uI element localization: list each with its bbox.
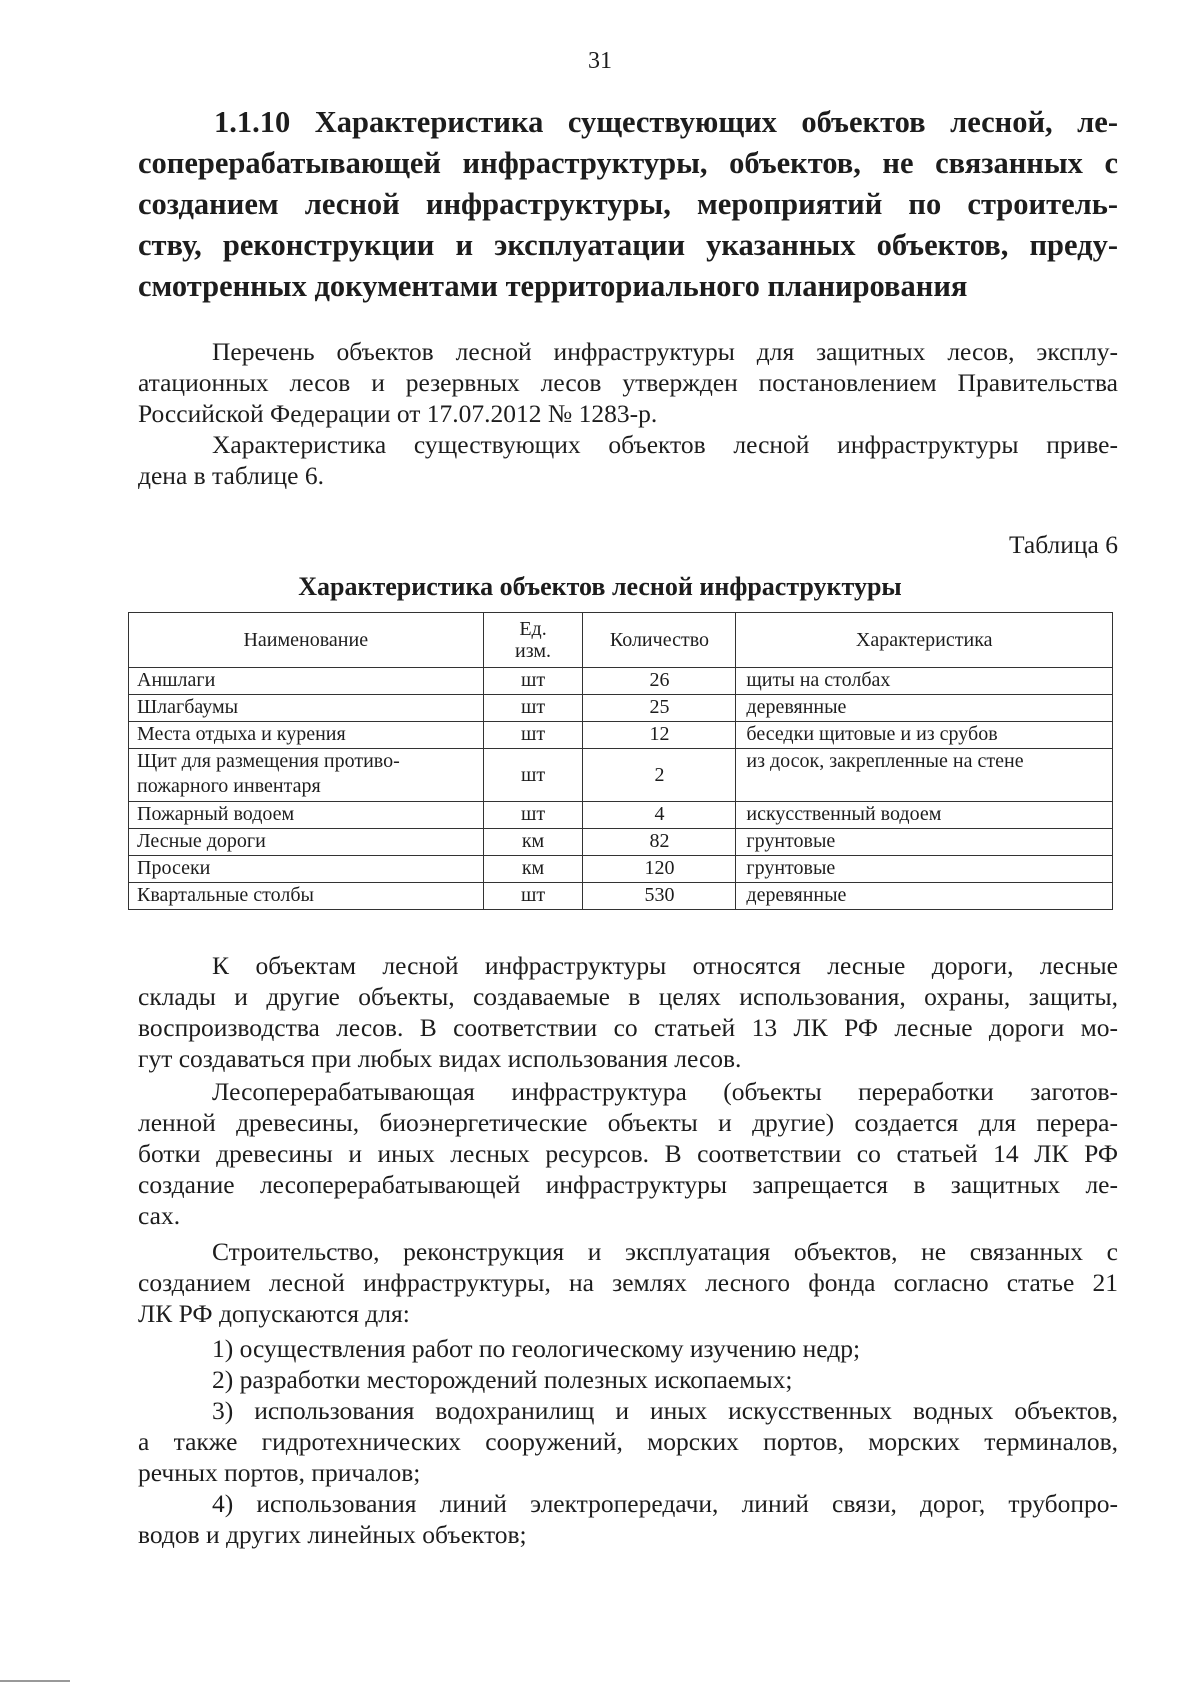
cell-name [129,749,484,802]
cell-name: Шлагбаумы [129,695,484,722]
list-item: 2) разработки месторождений полезных ископаемых; [212,1365,793,1394]
text-line: воспроизводства лесов. В соответствии со статьей 13 ЛК РФ лесные дороги мо- [138,1013,1118,1042]
intro-paragraph-2 [138,429,1118,491]
body-paragraph-2 [138,1076,1118,1231]
text-line: ленной древесины, биоэнергетические объекты и другие) создается для перера- [138,1108,1118,1137]
cell-quantity: 120 [583,856,736,883]
list-item: 3) использования водохранилищ и иных искусственных водных объектов, [212,1396,1118,1425]
table-row [129,668,1113,695]
intro-paragraph-1 [138,336,1118,429]
heading-line: смотренных документами территориального планирования [138,269,968,303]
table-title: Характеристика объектов лесной инфраструктуры [298,572,902,601]
text-line: дена в таблице 6. [138,461,324,490]
cell-quantity: 82 [583,829,736,856]
cell-description: щиты на столбах [736,668,1113,695]
infrastructure-table [128,612,1113,910]
text-line: ботки древесины и иных лесных ресурсов. В соответствии со статьей 14 ЛК РФ [138,1139,1118,1168]
cell-quantity: 25 [583,695,736,722]
table-header-row [129,613,1113,668]
cell-unit: км [483,856,583,883]
table-row [129,829,1113,856]
cell-quantity: 4 [583,802,736,829]
cell-description: деревянные [736,695,1113,722]
cell-name: Пожарный водоем [129,802,484,829]
list-item-continuation: водов и других линейных объектов; [138,1520,527,1549]
cell-unit: шт [483,749,583,802]
text-line: ЛК РФ допускаются для: [138,1299,410,1328]
text-line: гут создаваться при любых видах использования лесов. [138,1044,742,1073]
text-line: Российской Федерации от 17.07.2012 № 1283-р. [138,399,658,428]
table-row [129,802,1113,829]
header-unit [483,613,583,668]
cell-quantity: 26 [583,668,736,695]
text-line: Характеристика существующих объектов лесной инфраструктуры приве- [212,430,1118,459]
body-paragraph-1 [138,950,1118,1074]
cell-name-line1: Щит для размещения противо- [137,750,400,772]
text-line: склады и другие объекты, создаваемые в целях использования, охраны, защиты, [138,982,1118,1011]
cell-description: из досок, закрепленные на стене [736,749,1113,802]
text-line: атационных лесов и резервных лесов утвержден постановлением Правительства [138,368,1118,397]
cell-description: искусственный водоем [736,802,1113,829]
text-line: создание лесоперерабатывающей инфраструктуры запрещается в защитных ле- [138,1170,1118,1199]
cell-name: Лесные дороги [129,829,484,856]
cell-quantity: 530 [583,883,736,910]
table-row [129,695,1113,722]
table-row [129,722,1113,749]
cell-description: беседки щитовые и из срубов [736,722,1113,749]
table-row [129,856,1113,883]
cell-description: деревянные [736,883,1113,910]
page-number: 31 [588,48,612,74]
text-line: Перечень объектов лесной инфраструктуры для защитных лесов, эксплу- [212,337,1118,366]
heading-line: соперерабатывающей инфраструктуры, объектов, не связанных с [138,146,1118,180]
cell-unit: шт [483,883,583,910]
list-item: 4) использования линий электропередачи, линий связи, дорог, трубопро- [212,1489,1118,1518]
cell-unit: шт [483,802,583,829]
cell-description: грунтовые [736,856,1113,883]
header-unit-line2: изм. [515,640,552,662]
list-item: 1) осуществления работ по геологическому изучению недр; [212,1334,861,1363]
table-row [129,883,1113,910]
header-description: Характеристика [736,613,1113,668]
header-unit-line1: Ед. [519,618,547,640]
scan-margin-mark [0,1680,70,1682]
cell-unit: шт [483,668,583,695]
cell-name: Квартальные столбы [129,883,484,910]
heading-line: 1.1.10 Характеристика существующих объектов лесной, ле- [214,105,1118,139]
list-item-continuation: а также гидротехнических сооружений, морских портов, морских терминалов, [138,1427,1118,1456]
list-item-continuation: речных портов, причалов; [138,1458,421,1487]
cell-quantity: 2 [583,749,736,802]
text-line: сах. [138,1201,181,1230]
text-line: Строительство, реконструкция и эксплуатация объектов, не связанных с [212,1237,1118,1266]
cell-unit: км [483,829,583,856]
table-row [129,749,1113,802]
cell-name: Места отдыха и курения [129,722,484,749]
text-line: созданием лесной инфраструктуры, на землях лесного фонда согласно статье 21 [138,1268,1118,1297]
heading-line: ству, реконструкции и эксплуатации указанных объектов, преду- [138,228,1118,262]
cell-name: Просеки [129,856,484,883]
numbered-list [138,1333,1118,1550]
cell-name: Аншлаги [129,668,484,695]
table-label: Таблица 6 [1008,530,1118,559]
section-heading [138,102,1118,307]
text-line: Лесоперерабатывающая инфраструктура (объекты переработки заготов- [212,1077,1118,1106]
cell-name-line2: пожарного инвентаря [137,775,321,797]
header-name: Наименование [129,613,484,668]
cell-quantity: 12 [583,722,736,749]
body-paragraph-3 [138,1236,1118,1329]
cell-unit: шт [483,722,583,749]
cell-description: грунтовые [736,829,1113,856]
heading-line: созданием лесной инфраструктуры, мероприятий по строитель- [138,187,1118,221]
header-quantity: Количество [583,613,736,668]
cell-unit: шт [483,695,583,722]
text-line: К объектам лесной инфраструктуры относятся лесные дороги, лесные [212,951,1118,980]
